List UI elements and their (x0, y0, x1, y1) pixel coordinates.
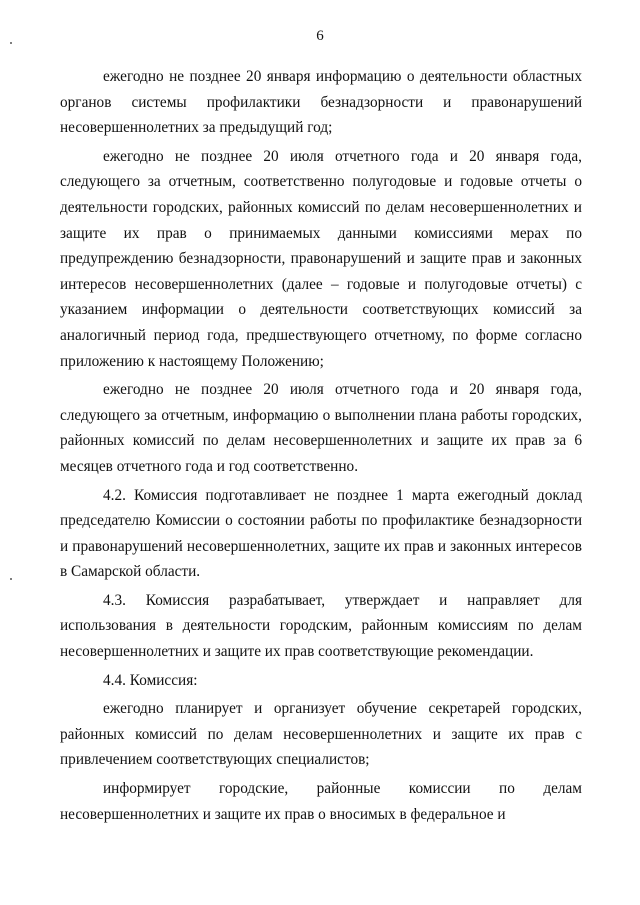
paragraph: 4.3. Комиссия разрабатывает, утверждает и направляет для использования в деятельности городским, районным комиссиям по делам несовершеннолетних и защите их прав соответствующие рекомендации. (60, 591, 582, 661)
page-number: 6 (316, 28, 324, 44)
document-body (60, 64, 582, 830)
scan-mark (10, 578, 12, 580)
paragraph: 4.2. Комиссия подготавливает не позднее 1 марта ежегодный доклад председателю Комиссии о состоянии работы по профилактике безнадзорности и правонарушений несовершеннолетних, защите их прав и законных интересов в Самарской области. (60, 486, 582, 581)
paragraph: ежегодно не позднее 20 января информацию о деятельности областных органов системы профилактики безнадзорности и правонарушений несовершеннолетних за предыдущий год; (60, 68, 582, 137)
scan-mark (10, 42, 12, 44)
paragraph: информирует городские, районные комиссии по делам несовершеннолетних и защите их прав о вносимых в федеральное и (60, 780, 582, 823)
paragraph: ежегодно планирует и организует обучение секретарей городских, районных комиссий по делам несовершеннолетних и защите их прав с привлечением соответствующих специалистов; (60, 700, 582, 769)
paragraph: 4.4. Комиссия: (103, 671, 198, 689)
paragraph: ежегодно не позднее 20 июля отчетного года и 20 января года, следующего за отчетным, соответственно полугодовые и годовые отчеты о деятельности городских, районных комиссий по делам несовершеннолетних и защите их прав о принимаемых данными комиссиями мерах по предупреждению безнадзорности, правонарушений и защите прав и законных интересов несовершеннолетних (далее – годовые и полугодовые отчеты) с указанием информации о деятельности соответствующих комиссий за аналогичный период года, предшествующего отчетному, по форме согласно приложению к настоящему Положению; (60, 147, 582, 370)
paragraph: ежегодно не позднее 20 июля отчетного года и 20 января года, следующего за отчетным, информацию о выполнении плана работы городских, районных комиссий по делам несовершеннолетних и защите их прав за 6 месяцев отчетного года и год соответственно. (60, 381, 582, 475)
